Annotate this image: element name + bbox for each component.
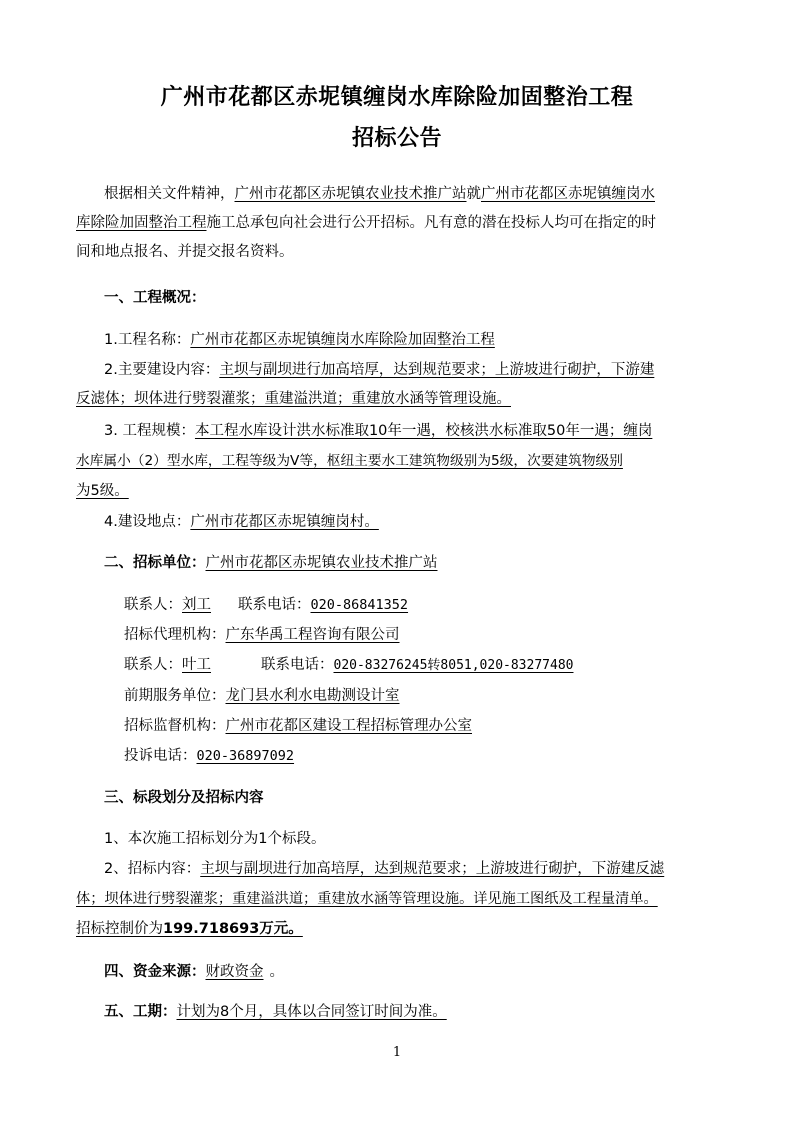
sec1-item-1	[104, 330, 764, 350]
sec1-item-3-value-2: 水库属小（2）型水库，工程等级为Ⅴ等，枢纽主要水工建筑物级别为5级，次要建筑物级别	[76, 453, 623, 469]
fund-source: 财政资金	[205, 964, 264, 980]
sec1-item-2-label: 2.主要建设内容：	[104, 362, 220, 378]
sec2-agency	[124, 625, 784, 645]
section-3-heading: 三、标段划分及招标内容	[104, 790, 264, 806]
doc-title: 广州市花都区赤坭镇缠岗水库除险加固整治工程	[160, 84, 634, 110]
section-4-line	[104, 962, 764, 982]
sec1-item-2-value-1: 主坝与副坝进行加高培厚，达到规范要求；上游坡进行砌护，下游建	[219, 362, 655, 378]
sec3-item-2-line-1	[104, 859, 764, 879]
contact-1-name: 刘工	[182, 597, 211, 613]
price-label: 招标控制价为	[76, 921, 163, 937]
page-number: 1	[392, 1045, 402, 1060]
intro-org: 广州市花都区赤坭镇农业技术推广站	[234, 186, 467, 202]
intro-line-3: 间和地点报名、并提交报名资料。	[76, 244, 294, 260]
phone-2-label: 联系电话：	[261, 657, 334, 673]
sec3-item-2-value-2: 体；坝体进行劈裂灌浆；重建溢洪道；重建放水涵等管理设施。详见施工图纸及工程量清单。	[76, 891, 658, 907]
service-label: 前期服务单位：	[124, 688, 226, 704]
sec1-item-3-value-3: 为5级。	[76, 483, 129, 499]
sec2-supervise	[124, 716, 784, 736]
sec2-complaint	[124, 746, 784, 766]
phone-1-label: 联系电话：	[238, 597, 311, 613]
sec1-item-1-value: 广州市花都区赤坭镇缠岗水库除险加固整治工程	[190, 332, 495, 348]
section-5-heading: 五、工期：	[104, 1004, 177, 1020]
service: 龙门县水利水电勘测设计室	[225, 688, 400, 704]
sec1-item-3-line-1	[104, 421, 764, 441]
fund-source-end: 。	[269, 964, 284, 980]
intro-text-a: 根据相关文件精神，	[104, 186, 235, 202]
section-2-heading-line	[104, 553, 764, 573]
sec3-item-2-line-2	[76, 889, 736, 909]
duration: 计划为8个月，具体以合同签订时间为准。	[176, 1004, 447, 1020]
supervise-label: 招标监督机构：	[124, 718, 226, 734]
phone-2: 020-83276245转8051,020-83277480	[333, 658, 574, 673]
intro-project-part2: 库除险加固整治工程	[76, 215, 207, 231]
supervise: 广州市花都区建设工程招标管理办公室	[225, 718, 472, 734]
section-4-heading: 四、资金来源：	[104, 964, 206, 980]
complaint-label: 投诉电话：	[124, 748, 197, 764]
sec1-item-4-value: 广州市花都区赤坭镇缠岗村。	[190, 514, 379, 530]
sec1-item-3-line-2	[76, 451, 736, 471]
intro-project-part1: 广州市花都区赤坭镇缠岗水	[481, 186, 655, 202]
sec2-unit: 广州市花都区赤坭镇农业技术推广站	[205, 555, 438, 571]
doc-subtitle: 招标公告	[351, 125, 442, 151]
sec2-contact-1	[124, 595, 784, 615]
sec3-item-1: 1、本次施工招标划分为1个标段。	[104, 831, 326, 847]
sec3-price-line	[76, 919, 736, 939]
section-1-heading: 一、工程概况：	[104, 290, 206, 306]
sec1-item-3-value-1: 本工程水库设计洪水标准取10年一遇，校核洪水标准取50年一遇；缠岗	[194, 423, 653, 439]
agency: 广东华禹工程咨询有限公司	[225, 627, 400, 643]
intro-text-c: 施工总承包向社会进行公开招标。凡有意的潜在投标人均可在指定的时	[206, 215, 656, 231]
intro-line-2	[76, 213, 736, 233]
contact-1-label: 联系人：	[124, 597, 182, 613]
sec1-item-2-line-1	[104, 360, 764, 380]
agency-label: 招标代理机构：	[124, 627, 226, 643]
price-value: 199.718693万元。	[163, 921, 303, 937]
section-2-heading: 二、招标单位：	[104, 555, 206, 571]
complaint-phone: 020-36897092	[196, 748, 295, 764]
intro-line-1	[104, 184, 764, 204]
sec1-item-3-label: 3. 工程规模：	[104, 423, 195, 439]
sec1-item-2-line-2	[76, 389, 736, 409]
phone-1: 020-86841352	[310, 597, 409, 613]
sec2-service	[124, 686, 784, 706]
sec1-item-2-value-2: 反滤体；坝体进行劈裂灌浆；重建溢洪道；重建放水涵等管理设施。	[76, 391, 511, 407]
sec1-item-4-label: 4.建设地点：	[104, 514, 191, 530]
contact-2-name: 叶工	[182, 657, 211, 673]
section-5-line	[104, 1002, 764, 1022]
intro-text-b: 就	[466, 186, 481, 202]
sec3-item-2-value-1: 主坝与副坝进行加高培厚，达到规范要求；上游坡进行砌护，下游建反滤	[200, 861, 665, 877]
sec1-item-1-label: 1.工程名称：	[104, 332, 191, 348]
sec2-contact-2	[124, 655, 784, 676]
sec3-item-2-label: 2、招标内容：	[104, 861, 201, 877]
sec1-item-3-line-3	[76, 481, 736, 501]
sec1-item-4	[104, 512, 764, 532]
contact-2-label: 联系人：	[124, 657, 182, 673]
